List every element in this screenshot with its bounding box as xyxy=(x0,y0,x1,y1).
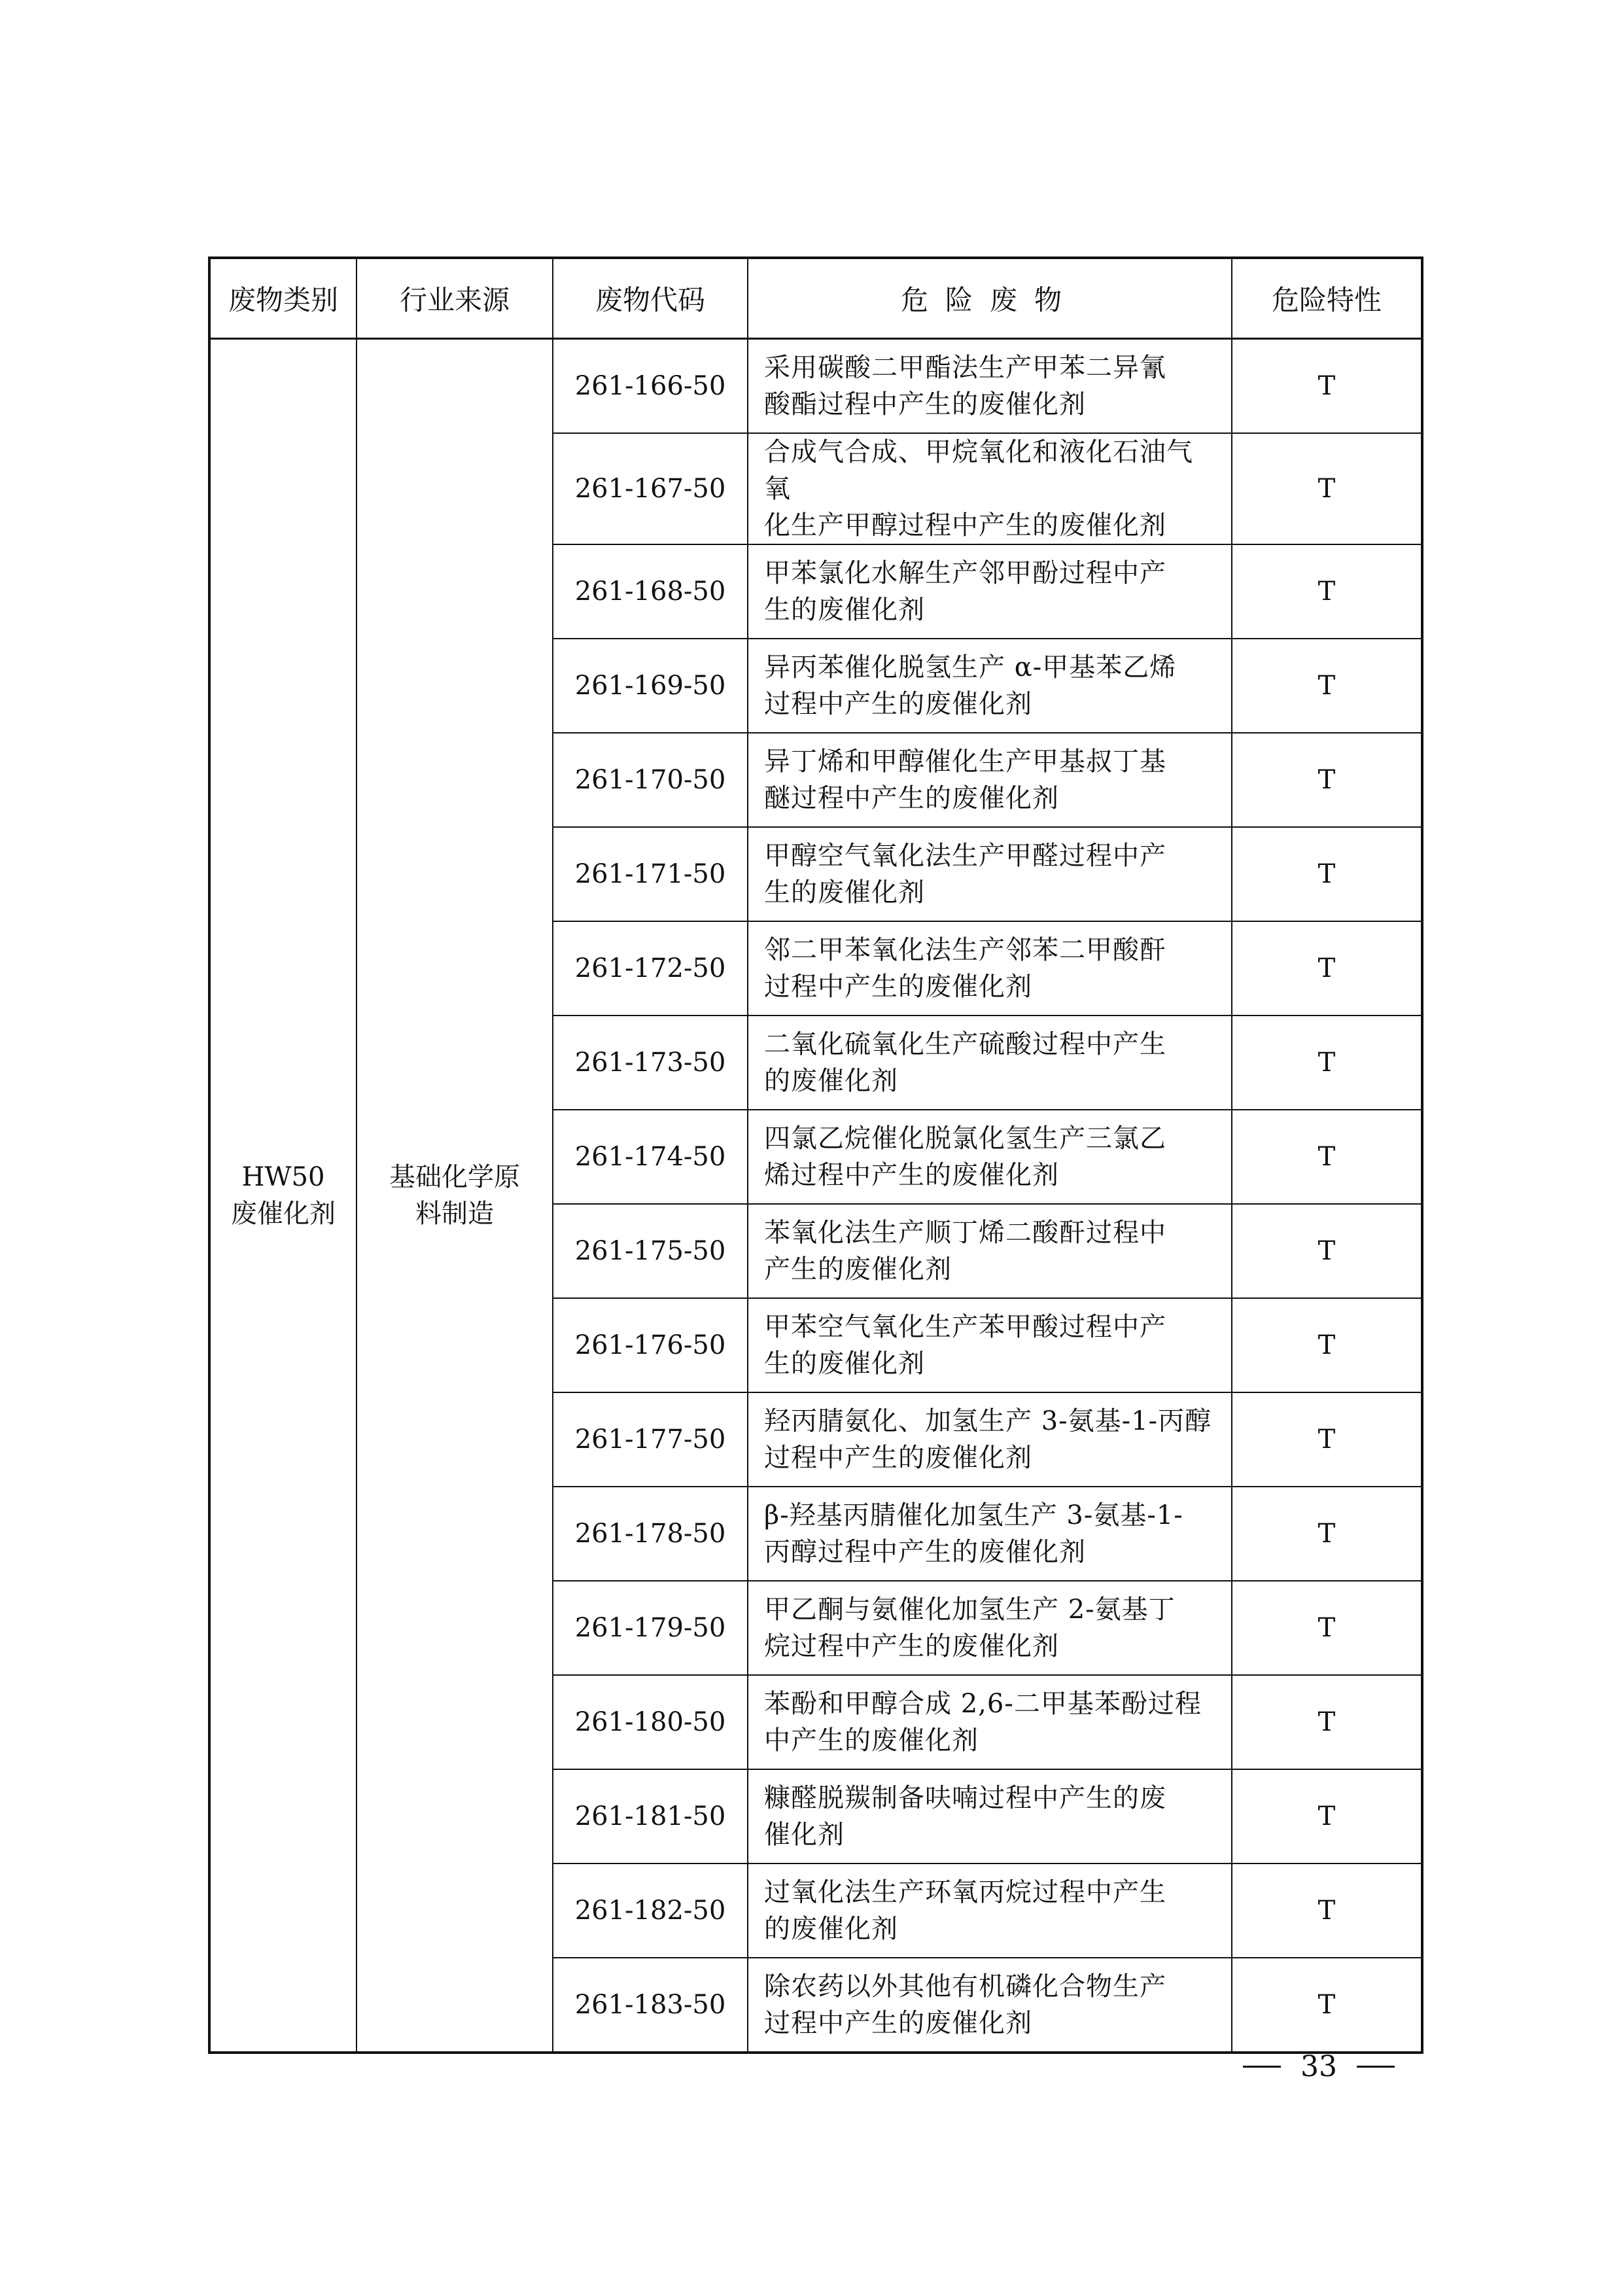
description-line-1: 糠醛脱羰制备呋喃过程中产生的废 xyxy=(764,1783,1166,1813)
hazard-trait-cell: T xyxy=(1232,1863,1422,1958)
waste-code-cell: 261-170-50 xyxy=(553,733,748,827)
description-line-2: 烷过程中产生的废催化剂 xyxy=(764,1631,1059,1661)
header-waste-category: 废物类别 xyxy=(209,258,357,339)
description-line-2: 生的废催化剂 xyxy=(764,1349,925,1379)
page-number-dash-right xyxy=(1357,2066,1395,2068)
waste-code-cell: 261-179-50 xyxy=(553,1581,748,1675)
hazard-trait-cell: T xyxy=(1232,1204,1422,1298)
hazard-trait-cell: T xyxy=(1232,544,1422,639)
description-line-1: 过氧化法生产环氧丙烷过程中产生 xyxy=(764,1877,1166,1907)
hazardous-waste-description xyxy=(748,339,1232,434)
hazard-trait-cell: T xyxy=(1232,1581,1422,1675)
waste-code-cell: 261-175-50 xyxy=(553,1204,748,1298)
waste-code-cell: 261-178-50 xyxy=(553,1487,748,1581)
description-line-2: 催化剂 xyxy=(764,1820,845,1850)
hazardous-waste-description xyxy=(748,544,1232,639)
description-line-1: 合成气合成、甲烷氧化和液化石油气氧 xyxy=(764,437,1193,504)
description-line-1: 二氧化硫氧化生产硫酸过程中产生 xyxy=(764,1029,1166,1059)
waste-code-cell: 261-168-50 xyxy=(553,544,748,639)
waste-code-cell: 261-172-50 xyxy=(553,921,748,1016)
waste-code-cell: 261-173-50 xyxy=(553,1016,748,1110)
hazardous-waste-description xyxy=(748,433,1232,544)
description-line-1: 除农药以外其他有机磷化合物生产 xyxy=(764,1971,1166,2002)
description-line-2: 过程中产生的废催化剂 xyxy=(764,689,1032,719)
hazard-trait-cell: T xyxy=(1232,921,1422,1016)
hazardous-waste-description xyxy=(748,1110,1232,1204)
description-line-2: 生的废催化剂 xyxy=(764,595,925,625)
description-line-2: 产生的废催化剂 xyxy=(764,1254,952,1284)
hazardous-waste-description xyxy=(748,1016,1232,1110)
page-number-dash-left xyxy=(1243,2066,1281,2068)
description-line-2: 烯过程中产生的废催化剂 xyxy=(764,1160,1059,1190)
hazard-trait-cell: T xyxy=(1232,1298,1422,1392)
hazardous-waste-description xyxy=(748,1204,1232,1298)
hazard-trait-cell: T xyxy=(1232,339,1422,434)
waste-code-cell: 261-169-50 xyxy=(553,639,748,733)
table-header-row xyxy=(209,258,1422,339)
description-line-1: 羟丙腈氨化、加氢生产 3-氨基-1-丙醇 xyxy=(764,1406,1212,1436)
hazard-trait-cell: T xyxy=(1232,1487,1422,1581)
description-line-2: 生的废催化剂 xyxy=(764,877,925,908)
table-row xyxy=(209,339,1422,434)
description-line-2: 丙醇过程中产生的废催化剂 xyxy=(764,1537,1086,1567)
waste-code-cell: 261-182-50 xyxy=(553,1863,748,1958)
hazardous-waste-description xyxy=(748,1581,1232,1675)
hazard-trait-cell: T xyxy=(1232,433,1422,544)
hazardous-waste-description xyxy=(748,1958,1232,2053)
hazard-trait-cell: T xyxy=(1232,1675,1422,1769)
description-line-1: 四氯乙烷催化脱氯化氢生产三氯乙 xyxy=(764,1123,1166,1154)
hazard-trait-cell: T xyxy=(1232,639,1422,733)
hazard-trait-cell: T xyxy=(1232,1016,1422,1110)
hazardous-waste-description xyxy=(748,827,1232,921)
description-line-2: 的废催化剂 xyxy=(764,1066,898,1096)
hazard-trait-cell: T xyxy=(1232,827,1422,921)
waste-category-name: 废催化剂 xyxy=(231,1199,336,1229)
description-line-1: 采用碳酸二甲酯法生产甲苯二异氰 xyxy=(764,353,1166,383)
description-line-2: 醚过程中产生的废催化剂 xyxy=(764,783,1059,813)
hazardous-waste-description xyxy=(748,733,1232,827)
hazard-trait-cell: T xyxy=(1232,1110,1422,1204)
waste-code-cell: 261-176-50 xyxy=(553,1298,748,1392)
header-hazard-trait: 危险特性 xyxy=(1232,258,1422,339)
description-line-2: 的废催化剂 xyxy=(764,1914,898,1944)
header-waste-code: 废物代码 xyxy=(553,258,748,339)
description-line-1: 甲苯氯化水解生产邻甲酚过程中产 xyxy=(764,558,1166,588)
description-line-1: 邻二甲苯氧化法生产邻苯二甲酸酐 xyxy=(764,935,1166,965)
description-line-1: 异丙苯催化脱氢生产 α-甲基苯乙烯 xyxy=(764,652,1177,682)
description-line-2: 中产生的废催化剂 xyxy=(764,1725,979,1756)
waste-code-cell: 261-183-50 xyxy=(553,1958,748,2053)
waste-category-code: HW50 xyxy=(241,1162,325,1192)
waste-code-cell: 261-166-50 xyxy=(553,339,748,434)
waste-code-cell: 261-174-50 xyxy=(553,1110,748,1204)
hazard-trait-cell: T xyxy=(1232,1769,1422,1863)
description-line-1: 甲醇空气氧化法生产甲醛过程中产 xyxy=(764,841,1166,871)
header-industry-source: 行业来源 xyxy=(357,258,553,339)
waste-code-cell: 261-171-50 xyxy=(553,827,748,921)
hazard-trait-cell: T xyxy=(1232,1392,1422,1487)
description-line-1: 苯氧化法生产顺丁烯二酸酐过程中 xyxy=(764,1218,1166,1248)
description-line-1: 苯酚和甲醇合成 2,6-二甲基苯酚过程 xyxy=(764,1689,1202,1719)
hazardous-waste-description xyxy=(748,1298,1232,1392)
description-line-1: β-羟基丙腈催化加氢生产 3-氨基-1- xyxy=(764,1500,1183,1530)
description-line-1: 甲苯空气氧化生产苯甲酸过程中产 xyxy=(764,1312,1166,1342)
hazardous-waste-description xyxy=(748,1863,1232,1958)
hazardous-waste-description xyxy=(748,1675,1232,1769)
page-number xyxy=(1243,2047,1439,2086)
waste-category-cell xyxy=(209,339,357,2053)
industry-source-cell xyxy=(357,339,553,2053)
hazard-trait-cell: T xyxy=(1232,733,1422,827)
header-hazardous-waste: 危险废物 xyxy=(748,258,1232,339)
industry-source-line-2: 料制造 xyxy=(415,1199,494,1229)
hazardous-waste-description xyxy=(748,639,1232,733)
page-number-text: 33 xyxy=(1300,2049,1337,2083)
description-line-2: 过程中产生的废催化剂 xyxy=(764,972,1032,1002)
hazardous-waste-table xyxy=(208,256,1423,2054)
industry-source-line-1: 基础化学原 xyxy=(389,1162,520,1192)
waste-code-cell: 261-181-50 xyxy=(553,1769,748,1863)
hazardous-waste-description xyxy=(748,1487,1232,1581)
hazardous-waste-description xyxy=(748,1769,1232,1863)
waste-code-cell: 261-180-50 xyxy=(553,1675,748,1769)
hazardous-waste-description xyxy=(748,1392,1232,1487)
description-line-1: 甲乙酮与氨催化加氢生产 2-氨基丁 xyxy=(764,1595,1176,1625)
description-line-2: 化生产甲醇过程中产生的废催化剂 xyxy=(764,510,1166,540)
description-line-2: 酸酯过程中产生的废催化剂 xyxy=(764,389,1086,419)
waste-code-cell: 261-177-50 xyxy=(553,1392,748,1487)
description-line-1: 异丁烯和甲醇催化生产甲基叔丁基 xyxy=(764,747,1166,777)
waste-code-cell: 261-167-50 xyxy=(553,433,748,544)
description-line-2: 过程中产生的废催化剂 xyxy=(764,1443,1032,1473)
hazard-trait-cell: T xyxy=(1232,1958,1422,2053)
description-line-2: 过程中产生的废催化剂 xyxy=(764,2008,1032,2038)
hazardous-waste-description xyxy=(748,921,1232,1016)
